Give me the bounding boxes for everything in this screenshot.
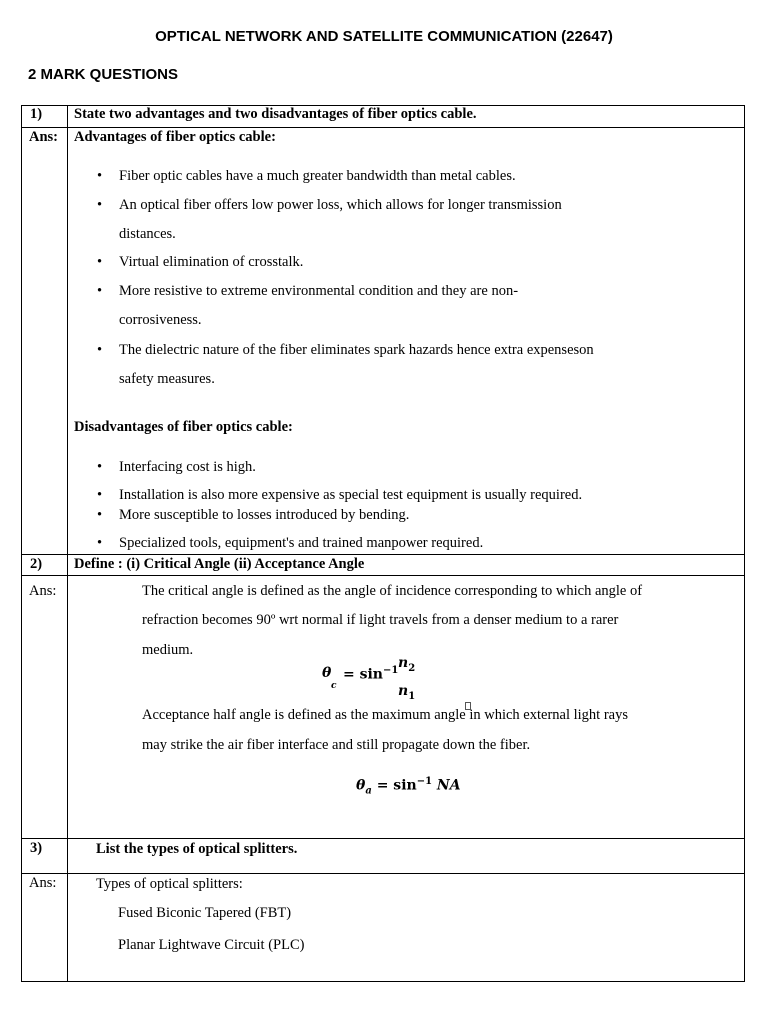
question-number: 2) bbox=[30, 556, 43, 572]
critical-angle-definition: The critical angle is defined as the angle of incidence corresponding to which angle of bbox=[142, 583, 643, 599]
column-divider bbox=[67, 106, 68, 981]
list-item: • The dielectric nature of the fiber eliminates spark hazards hence extra expenseson bbox=[119, 340, 594, 360]
critical-angle-definition: medium. bbox=[142, 642, 194, 658]
answer-label: Ans: bbox=[29, 583, 57, 599]
answer-intro: Types of optical splitters: bbox=[96, 876, 243, 892]
question-number: 1) bbox=[30, 106, 43, 122]
answer-label: Ans: bbox=[29, 875, 57, 891]
list-item-continuation: corrosiveness. bbox=[119, 312, 202, 328]
row-divider bbox=[22, 575, 744, 576]
question-text: Define : (i) Critical Angle (ii) Acceptance Angle bbox=[74, 556, 365, 572]
critical-angle-definition: refraction becomes 90º wrt normal if light travels from a denser medium to a rarer bbox=[142, 612, 619, 628]
question-number: 3) bbox=[30, 840, 43, 856]
acceptance-angle-definition: Acceptance half angle is defined as the maximum angle in which external light rays bbox=[142, 707, 628, 723]
list-item: Fused Biconic Tapered (FBT) bbox=[118, 905, 292, 921]
answer-label: Ans: bbox=[29, 129, 59, 145]
acceptance-angle-formula: $\theta_a = \sin^{-1}$ NA bbox=[356, 776, 461, 797]
list-item-continuation: distances. bbox=[119, 226, 176, 242]
disadvantages-heading: Disadvantages of fiber optics cable: bbox=[74, 419, 293, 435]
section-heading: 2 MARK QUESTIONS bbox=[28, 66, 179, 83]
page-title: OPTICAL NETWORK AND SATELLITE COMMUNICATION (22647) bbox=[155, 28, 613, 45]
question-text: List the types of optical splitters. bbox=[96, 841, 298, 857]
list-item: • Installation is also more expensive as special test equipment is usually required. bbox=[119, 485, 582, 505]
list-item: • Interfacing cost is high. bbox=[119, 457, 256, 477]
list-item: • Virtual elimination of crosstalk. bbox=[119, 252, 303, 272]
list-item: • Specialized tools, equipment's and trained manpower required. bbox=[119, 533, 483, 553]
list-item: • More susceptible to losses introduced by bending. bbox=[119, 505, 409, 525]
list-item: Planar Lightwave Circuit (PLC) bbox=[118, 937, 305, 953]
advantages-heading: Advantages of fiber optics cable: bbox=[74, 129, 276, 145]
question-text: State two advantages and two disadvantages of fiber optics cable. bbox=[74, 106, 477, 122]
list-item: • More resistive to extreme environmental condition and they are non- bbox=[119, 281, 518, 301]
list-item-continuation: safety measures. bbox=[119, 371, 215, 387]
list-item: • An optical fiber offers low power loss, which allows for longer transmission bbox=[119, 195, 562, 215]
acceptance-angle-definition: may strike the air fiber interface and still propagate down the fiber. bbox=[142, 737, 531, 753]
list-item: • Fiber optic cables have a much greater bandwidth than metal cables. bbox=[119, 166, 516, 186]
